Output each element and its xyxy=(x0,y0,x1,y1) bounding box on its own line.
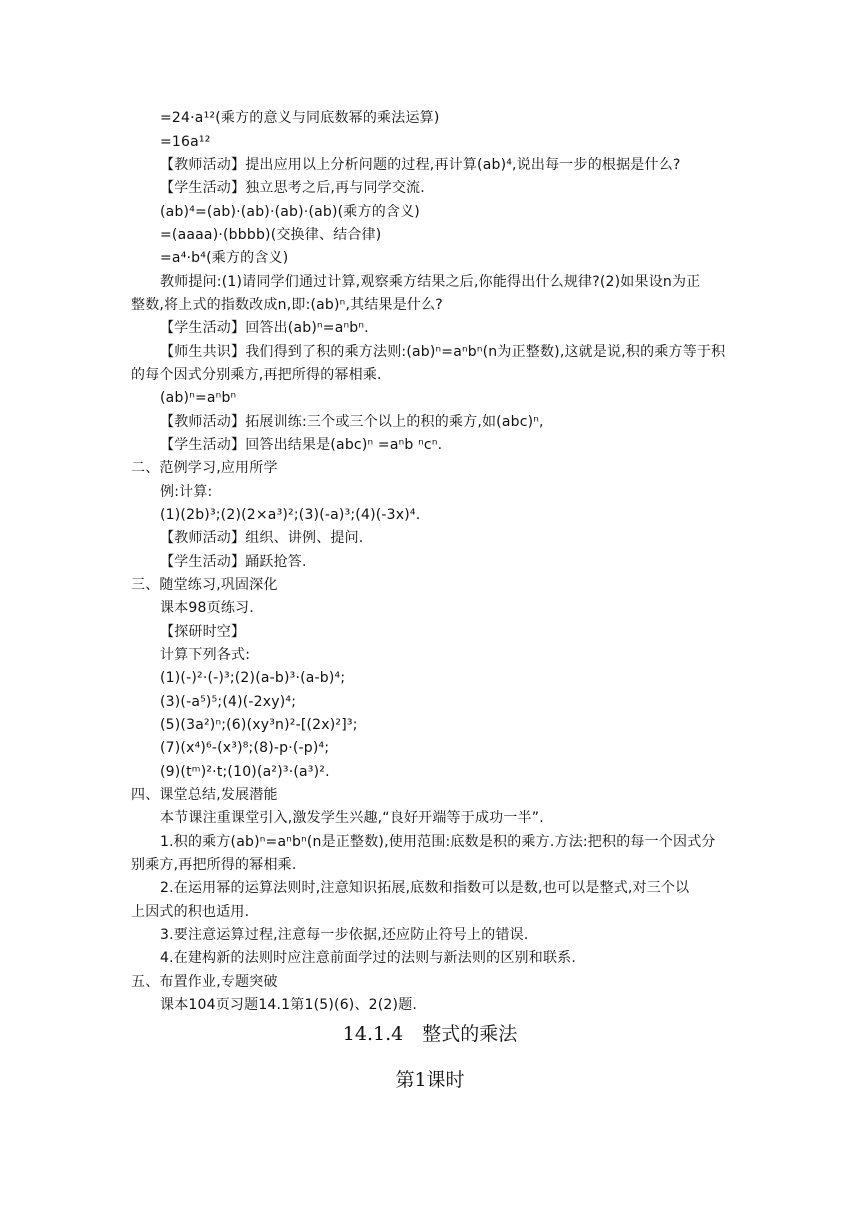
text-line: =16a¹² xyxy=(160,134,211,150)
text-line: 4.在建构新的法则时应注意前面学过的法则与新法则的区别和联系. xyxy=(160,950,577,966)
text-line: 【学生活动】回答出(ab)ⁿ=aⁿbⁿ. xyxy=(160,320,369,336)
text-line: 1.积的乘方(ab)ⁿ=aⁿbⁿ(n是正整数),使用范围:底数是积的乘方.方法:把积的每一个因式分 xyxy=(160,834,716,850)
text-line: 【教师活动】组织、讲例、提问. xyxy=(160,530,364,546)
text-line: 【探研时空】 xyxy=(160,624,246,640)
text-line: 【教师活动】拓展训练:三个或三个以上的积的乘方,如(abc)ⁿ, xyxy=(160,414,544,430)
text-line: =24·a¹²(乘方的意义与同底数幂的乘法运算) xyxy=(160,110,440,126)
text-line: (1)(-)²·(-)³;(2)(a-b)³·(a-b)⁴; xyxy=(160,670,346,686)
section-title: 14.1.4 整式的乘法 xyxy=(342,1023,518,1045)
lesson-title: 第1课时 xyxy=(395,1069,465,1091)
text-line: 的每个因式分别乘方,再把所得的幂相乘. xyxy=(131,367,382,383)
text-line: 【师生共识】我们得到了积的乘方法则:(ab)ⁿ=aⁿbⁿ(n为正整数),这就是说,积的乘方等于积 xyxy=(160,344,726,360)
text-line: 【学生活动】踊跃抢答. xyxy=(160,554,307,570)
text-line: =a⁴·b⁴(乘方的含义) xyxy=(160,250,289,266)
text-line: 教师提问:(1)请同学们通过计算,观察乘方结果之后,你能得出什么规律?(2)如果设n为正 xyxy=(160,274,701,290)
text-line: (ab)ⁿ=aⁿbⁿ xyxy=(160,390,237,406)
text-line: (7)(x⁴)⁶-(x³)⁸;(8)-p·(-p)⁴; xyxy=(160,740,330,756)
text-line: 课本104页习题14.1第1(5)(6)、2(2)题. xyxy=(160,997,418,1013)
text-line: (1)(2b)³;(2)(2×a³)²;(3)(-a)³;(4)(-3x)⁴. xyxy=(160,507,421,523)
text-line: 本节课注重课堂引入,激发学生兴趣,“良好开端等于成功一半”. xyxy=(160,810,544,826)
text-line: =(aaaa)·(bbbb)(交换律、结合律) xyxy=(160,227,382,243)
section-heading: 三、随堂练习,巩固深化 xyxy=(131,577,278,593)
text-line: 【学生活动】独立思考之后,再与同学交流. xyxy=(160,180,425,196)
text-line: 3.要注意运算过程,注意每一步依据,还应防止符号上的错误. xyxy=(160,927,529,943)
text-line: 例:计算: xyxy=(160,484,213,500)
section-heading: 五、布置作业,专题突破 xyxy=(131,974,278,990)
text-line: (5)(3a²)ⁿ;(6)(xy³n)²-[(2x)²]³; xyxy=(160,717,358,733)
section-heading: 四、课堂总结,发展潜能 xyxy=(131,787,278,803)
text-line: 上因式的积也适用. xyxy=(131,904,250,920)
text-line: 课本98页练习. xyxy=(160,600,254,616)
text-line: (9)(tᵐ)²·t;(10)(a²)³·(a³)². xyxy=(160,764,330,780)
text-line: 整数,将上式的指数改成n,即:(ab)ⁿ,其结果是什么? xyxy=(131,297,443,313)
text-line: 【学生活动】回答出结果是(abc)ⁿ =aⁿb ⁿcⁿ. xyxy=(160,437,443,453)
text-line: 计算下列各式: xyxy=(160,647,251,663)
text-line: 【教师活动】提出应用以上分析问题的过程,再计算(ab)⁴,说出每一步的根据是什么? xyxy=(160,157,681,173)
text-line: 别乘方,再把所得的幂相乘. xyxy=(131,857,297,873)
section-heading: 二、范例学习,应用所学 xyxy=(131,460,278,476)
text-line: (ab)⁴=(ab)·(ab)·(ab)·(ab)(乘方的含义) xyxy=(160,204,420,220)
text-line: 2.在运用幂的运算法则时,注意知识拓展,底数和指数可以是数,也可以是整式,对三个以 xyxy=(160,880,690,896)
text-line: (3)(-a⁵)⁵;(4)(-2xy)⁴; xyxy=(160,694,297,710)
